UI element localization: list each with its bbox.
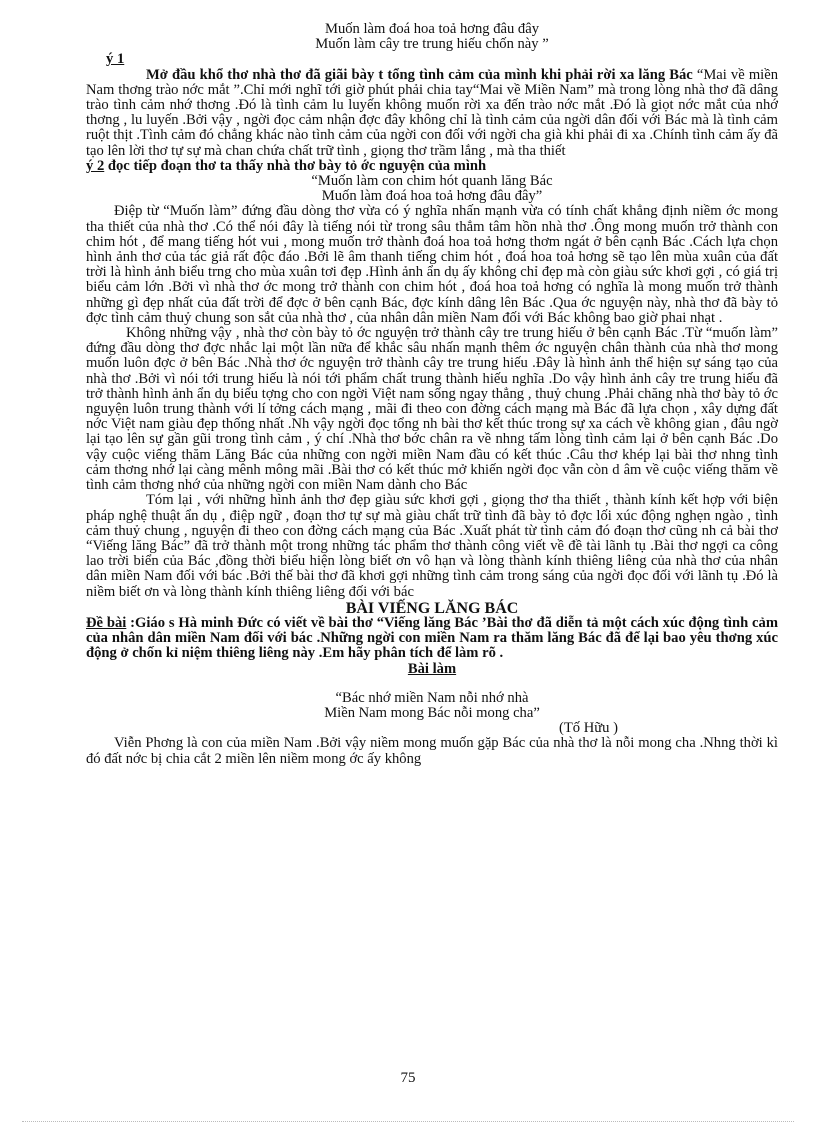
essay-prompt xyxy=(86,616,778,662)
point-1-body: “Mai về miền Nam thơng trào nớc mắt ”.Chỉ mới nghĩ tới giờ phút phải chia tay“Mai về Miền Nam” mà trong lòng nhà thơ đã dâng trào tình cảm nhớ thơng .Đó là tình cảm lu luyến không muốn rời xa đến trào nớc mắt .Đó là giọt nớc mắt của nhớ thơng , lu luyến .Bởi vậy , ngời đọc cảm nhận đợc đây không chỉ là tình cảm của ngời dân đối với Bác mà là tình cảm ruột thịt .Tình cảm đó chẳng khác nào tình cảm của ngời con đối với ngời cha già khi phải đi xa .Chính tình cảm ấy đã tạo lên lời thơ tự sự mà chan chứa chất trữ tình , giọng thơ trầm lắng , mà tha thiết xyxy=(86,66,778,159)
essay-heading: Bài làm xyxy=(407,660,457,677)
intro-verse-line-2: Muốn làm cây tre trung hiếu chốn này ” xyxy=(315,36,549,53)
essay-prompt-text: :Giáo s Hà minh Đức có viết về bài thơ “Viếng lăng Bác ’Bài thơ đã diễn tả một cách xúc động tình cảm của nhân dân miền Nam đối với bác .Những ngời con miền Nam ra thăm lăng Bác đã để lại bao yêu thơng xúc động ở chốn kỉ niệm thiêng liêng này .Em hãy phân tích để làm rõ . xyxy=(86,614,778,662)
point-1-paragraph xyxy=(86,68,778,159)
paragraph-4: Viễn Phơng là con của miền Nam .Bởi vậy niềm mong muốn gặp Bác của nhà thơ là nỗi mong cha .Nhng thời kì đó đất nớc bị chia cắt 2 miền lên niềm mong ớc ấy không xyxy=(86,735,778,767)
document-page xyxy=(86,22,778,767)
verse-3-author: (Tố Hữu ) xyxy=(559,720,618,737)
point-2-lead: đọc tiếp đoạn thơ ta thấy nhà thơ bày tỏ ớc nguyện của mình xyxy=(104,157,487,174)
page-number: 75 xyxy=(400,1070,416,1086)
paragraph-2: Không những vậy , nhà thơ còn bày tỏ ớc nguyện trở thành cây tre trung hiếu ở bên cạnh Bác .Từ “muốn làm” đứng đầu dòng thơ đợc nhắc lại một lần nữa để khắc sâu nhấn mạnh thêm ớc nguyện chân thành của nhà thơ mong muốn luôn đợc ở bên Bác .Nhà thơ ớc nguyện trở thành cây tre trung hiếu .Đây là hình ảnh thể hiện sự sáng tạo của nhà thơ .Bởi vì nói tới trung hiếu là nói tới phẩm chất trung thành hiếu nghĩa .Do vậy hình ảnh cây tre trung hiếu đã trở thành hình ảnh ẩn dụ biểu tợng cho con ngời Việt nam sống ngay thẳng , thuỷ chung .Phải chăng nhà thơ bày tỏ ớc nguyện luôn trung thành với lí tởng cách mạng , mãi đi theo con đờng cách mạng mà Bác đã lựa chọn , xây dựng đất nớc Việt nam giàu đẹp thống nhất .Nh vậy ngời đọc tổng nh bài thơ kết thúc trong sự xa cách về không gian , đâu ngờ lại tạo lên sự gần gũi trong tình cảm , ý chí .Nhà thơ bớc chân ra về nhng tấm lòng tình cảm lại ở bên cạnh Bác .Do vậy cuộc viếng thăm Lăng Bác của những con ngời miền Nam đầu có kết thúc .Câu thơ khép lại bài thơ nhng tình cảm thơng nhớ lại càng mênh mông mãi .Bài thơ có kết thúc mở khiến ngời đọc vẫn còn d âm về cuộc viếng thăm về tình cảm thơng nhớ của những ngời con miền Nam dành cho Bác xyxy=(86,325,778,494)
verse-2-line-2: Muốn làm đoá hoa toả hơng đâu đây” xyxy=(321,188,543,205)
section-title: BÀI VIẾNG LĂNG BÁC xyxy=(345,599,519,617)
verse-3-line-1: “Bác nhớ miền Nam nỗi nhớ nhà xyxy=(335,689,529,706)
paragraph-1: Điệp từ “Muốn làm” đứng đầu dòng thơ vừa có ý nghĩa nhấn mạnh vừa có tính chất khẳng định niềm ớc mong tha thiết của nhà thơ .Có thể nói đây là tiếng nói từ trong sâu thẳm tâm hồn nhà thơ .Ông mong muốn trở thành con chim hót , để mang tiếng hót vui , mong muốn trở thành đoá hoa toả hơng thơm ngát ở bên cạnh Bác .Cách lựa chọn hình ảnh thơ của tác giả rất độc đáo .Bởi lẽ âm thanh tiếng chim hót , đoá hoa toả hơng sẽ tạo lên mùa xuân của đất trời là hình ảnh biểu trng cho mùa xuân tơi đẹp .Hình ảnh ẩn dụ ấy không chỉ đẹp mà còn giàu sức khơi gợi , có giá trị biểu cảm lớn .Bởi vì nhà thơ ớc mong trở thành con chim hót , đoá hoa toả hơng có nghĩa là mong muốn trở thành những gì đẹp nhất của đất trời để đợc ở bên cạnh Bác, đợc kính dâng lên Bác .Qua ớc nguyện này, nhà thơ đã bày tỏ đợc tình cảm thuỷ chung son sắt của nhà thơ , của nhân dân miền Nam đối với Bác không bao giờ phai nhạt . xyxy=(86,203,778,326)
blank-spacer xyxy=(86,677,778,691)
point-2-heading xyxy=(86,159,778,174)
point-2-label: ý 2 xyxy=(86,157,105,174)
point-1-label: ý 1 xyxy=(106,51,125,68)
point-1-lead: Mở đầu khổ thơ nhà thơ đã giãi bày t tổng tình cảm của mình khi phải rời xa lăng Bác xyxy=(146,66,693,83)
essay-prompt-label: Đề bài xyxy=(86,614,127,631)
verse-2-line-1: “Muốn làm con chim hót quanh lăng Bác xyxy=(311,173,553,190)
verse-3-line-2: Miền Nam mong Bác nỗi mong cha” xyxy=(324,704,540,721)
paragraph-3: Tóm lại , với những hình ảnh thơ đẹp giàu sức khơi gợi , giọng thơ tha thiết , thành kính kết hợp với biện pháp nghệ thuật ẩn dụ , điệp ngữ , đoạn thơ tự sự mà giàu chất trữ tình đã bày tỏ đợc lối xúc động nghẹn ngào , tình cảm thuỷ chung , nguyện đi theo con đờng cách mạng của Bác .Xuất phát từ tình cảm đó đoạn thơ cũng nh cả bài thơ “Viếng lăng Bác” đã trở thành một trong những tác phẩm thơ thành công viết về đề tài lãnh tụ .Bài thơ ngợi ca công lao trời biển của Bác ,đồng thời biểu hiện lòng biết ơn vô hạn và lòng thành kính thiêng liêng của nhà thơ của nhân dân miền Nam đối với bác .Bởi thế bài thơ đã khơi gợi những tình cảm trong sáng của ngời đọc đối với lãnh tụ .Đó là niềm biết ơn và lòng thành kính thiêng liêng đối với bác xyxy=(86,492,778,600)
footer-divider xyxy=(22,1121,794,1122)
intro-verse-line-1: Muốn làm đoá hoa toả hơng đâu đây xyxy=(324,21,539,37)
point-1-heading xyxy=(86,52,778,67)
